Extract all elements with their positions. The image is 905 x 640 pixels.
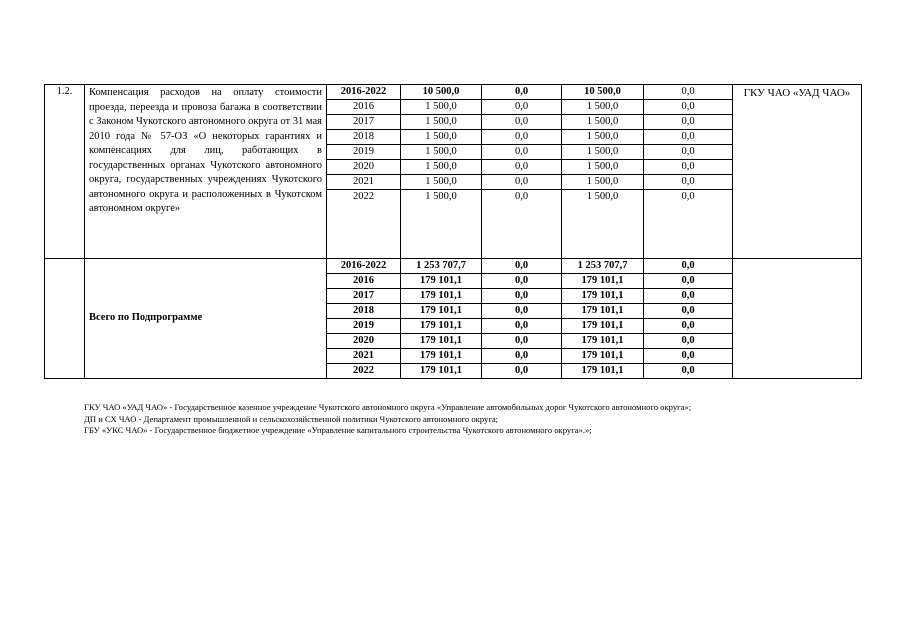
cell-year: 2016-2022 xyxy=(327,85,401,100)
cell-total: 179 101,1 xyxy=(401,304,482,319)
cell-c3: 0,0 xyxy=(644,334,733,349)
cell-total: 179 101,1 xyxy=(401,289,482,304)
cell-c3: 0,0 xyxy=(644,274,733,289)
cell-c1: 0,0 xyxy=(482,349,562,364)
cell-c3: 0,0 xyxy=(644,289,733,304)
cell-c2: 10 500,0 xyxy=(562,85,644,100)
cell-year: 2021 xyxy=(327,175,401,190)
cell-total: 1 500,0 xyxy=(401,145,482,160)
total-label: Всего по Подпрограмме xyxy=(85,259,327,379)
cell-year: 2017 xyxy=(327,115,401,130)
table-row xyxy=(45,85,862,100)
cell-year: 2016-2022 xyxy=(327,259,401,274)
cell-total: 179 101,1 xyxy=(401,364,482,379)
item-description: Компенсация расходов на оплату стоимости проезда, переезда и провоза багажа в соответствии с Законом Чукотского автономного округа от 31 мая 2010 года № 57-ОЗ «О некоторых гарантиях и компенсациях для лиц, работающих в государственных органах Чукотского автономного округа, государственных учреждениях Чукотского автономного округа и расположенных в Чукотском автономном округе» xyxy=(85,85,327,259)
cell-year: 2018 xyxy=(327,304,401,319)
cell-year: 2019 xyxy=(327,145,401,160)
item-number: 1.2. xyxy=(45,85,85,259)
table-row xyxy=(45,259,862,274)
cell-year: 2020 xyxy=(327,334,401,349)
cell-c2: 1 253 707,7 xyxy=(562,259,644,274)
cell-c1: 0,0 xyxy=(482,100,562,115)
cell-total: 1 500,0 xyxy=(401,100,482,115)
cell-c2: 179 101,1 xyxy=(562,334,644,349)
cell-c3: 0,0 xyxy=(644,319,733,334)
cell-c1: 0,0 xyxy=(482,319,562,334)
cell-c2: 179 101,1 xyxy=(562,364,644,379)
cell-year: 2016 xyxy=(327,274,401,289)
cell-c1: 0,0 xyxy=(482,130,562,145)
executor-cell: ГКУ ЧАО «УАД ЧАО» xyxy=(733,85,862,259)
cell-total: 1 500,0 xyxy=(401,130,482,145)
cell-year: 2022 xyxy=(327,190,401,259)
cell-c1: 0,0 xyxy=(482,259,562,274)
cell-c1: 0,0 xyxy=(482,334,562,349)
cell-c1: 0,0 xyxy=(482,175,562,190)
cell-c2: 179 101,1 xyxy=(562,274,644,289)
cell-c3: 0,0 xyxy=(644,349,733,364)
cell-c1: 0,0 xyxy=(482,289,562,304)
note-line: ГКУ ЧАО «УАД ЧАО» - Государственное казенное учреждение Чукотского автономного округа «Управление автомобильных дорог Чукотского автономного округа»; xyxy=(84,402,692,412)
cell-year: 2018 xyxy=(327,130,401,145)
abbreviation-notes xyxy=(84,402,691,437)
cell-c3: 0,0 xyxy=(644,364,733,379)
cell-c2: 1 500,0 xyxy=(562,160,644,175)
note-line: ГБУ «УКС ЧАО» - Государственное бюджетное учреждение «Управление капитального строительства Чукотского автономного округа».»; xyxy=(84,425,592,435)
cell-year: 2022 xyxy=(327,364,401,379)
cell-total: 10 500,0 xyxy=(401,85,482,100)
cell-total: 1 500,0 xyxy=(401,190,482,259)
cell-c2: 1 500,0 xyxy=(562,115,644,130)
cell-c3: 0,0 xyxy=(644,115,733,130)
cell-c3: 0,0 xyxy=(644,304,733,319)
cell-c1: 0,0 xyxy=(482,190,562,259)
cell-total: 179 101,1 xyxy=(401,334,482,349)
cell-c3: 0,0 xyxy=(644,145,733,160)
cell-c1: 0,0 xyxy=(482,274,562,289)
cell-c1: 0,0 xyxy=(482,115,562,130)
cell-c3: 0,0 xyxy=(644,160,733,175)
cell-total: 1 500,0 xyxy=(401,115,482,130)
cell-total: 179 101,1 xyxy=(401,274,482,289)
cell-total: 179 101,1 xyxy=(401,319,482,334)
cell-c2: 179 101,1 xyxy=(562,289,644,304)
note-line: ДП и СХ ЧАО - Департамент промышленной и сельскохозяйственной политики Чукотского автономного округа; xyxy=(84,413,499,424)
cell-c1: 0,0 xyxy=(482,145,562,160)
cell-c2: 1 500,0 xyxy=(562,130,644,145)
cell-year: 2016 xyxy=(327,100,401,115)
empty-cell xyxy=(45,259,85,379)
cell-year: 2019 xyxy=(327,319,401,334)
cell-c2: 179 101,1 xyxy=(562,304,644,319)
cell-year: 2017 xyxy=(327,289,401,304)
cell-c1: 0,0 xyxy=(482,364,562,379)
cell-c3: 0,0 xyxy=(644,259,733,274)
cell-total: 1 500,0 xyxy=(401,160,482,175)
program-table xyxy=(44,84,862,379)
cell-c3: 0,0 xyxy=(644,130,733,145)
cell-c3: 0,0 xyxy=(644,190,733,259)
cell-c2: 179 101,1 xyxy=(562,319,644,334)
cell-c1: 0,0 xyxy=(482,160,562,175)
cell-total: 179 101,1 xyxy=(401,349,482,364)
cell-c2: 1 500,0 xyxy=(562,190,644,259)
cell-year: 2020 xyxy=(327,160,401,175)
empty-cell xyxy=(733,259,862,379)
cell-c2: 1 500,0 xyxy=(562,145,644,160)
cell-total: 1 500,0 xyxy=(401,175,482,190)
cell-c1: 0,0 xyxy=(482,304,562,319)
cell-total: 1 253 707,7 xyxy=(401,259,482,274)
cell-c2: 179 101,1 xyxy=(562,349,644,364)
cell-c3: 0,0 xyxy=(644,85,733,100)
cell-c2: 1 500,0 xyxy=(562,175,644,190)
cell-c1: 0,0 xyxy=(482,85,562,100)
cell-year: 2021 xyxy=(327,349,401,364)
cell-c3: 0,0 xyxy=(644,100,733,115)
cell-c2: 1 500,0 xyxy=(562,100,644,115)
cell-c3: 0,0 xyxy=(644,175,733,190)
